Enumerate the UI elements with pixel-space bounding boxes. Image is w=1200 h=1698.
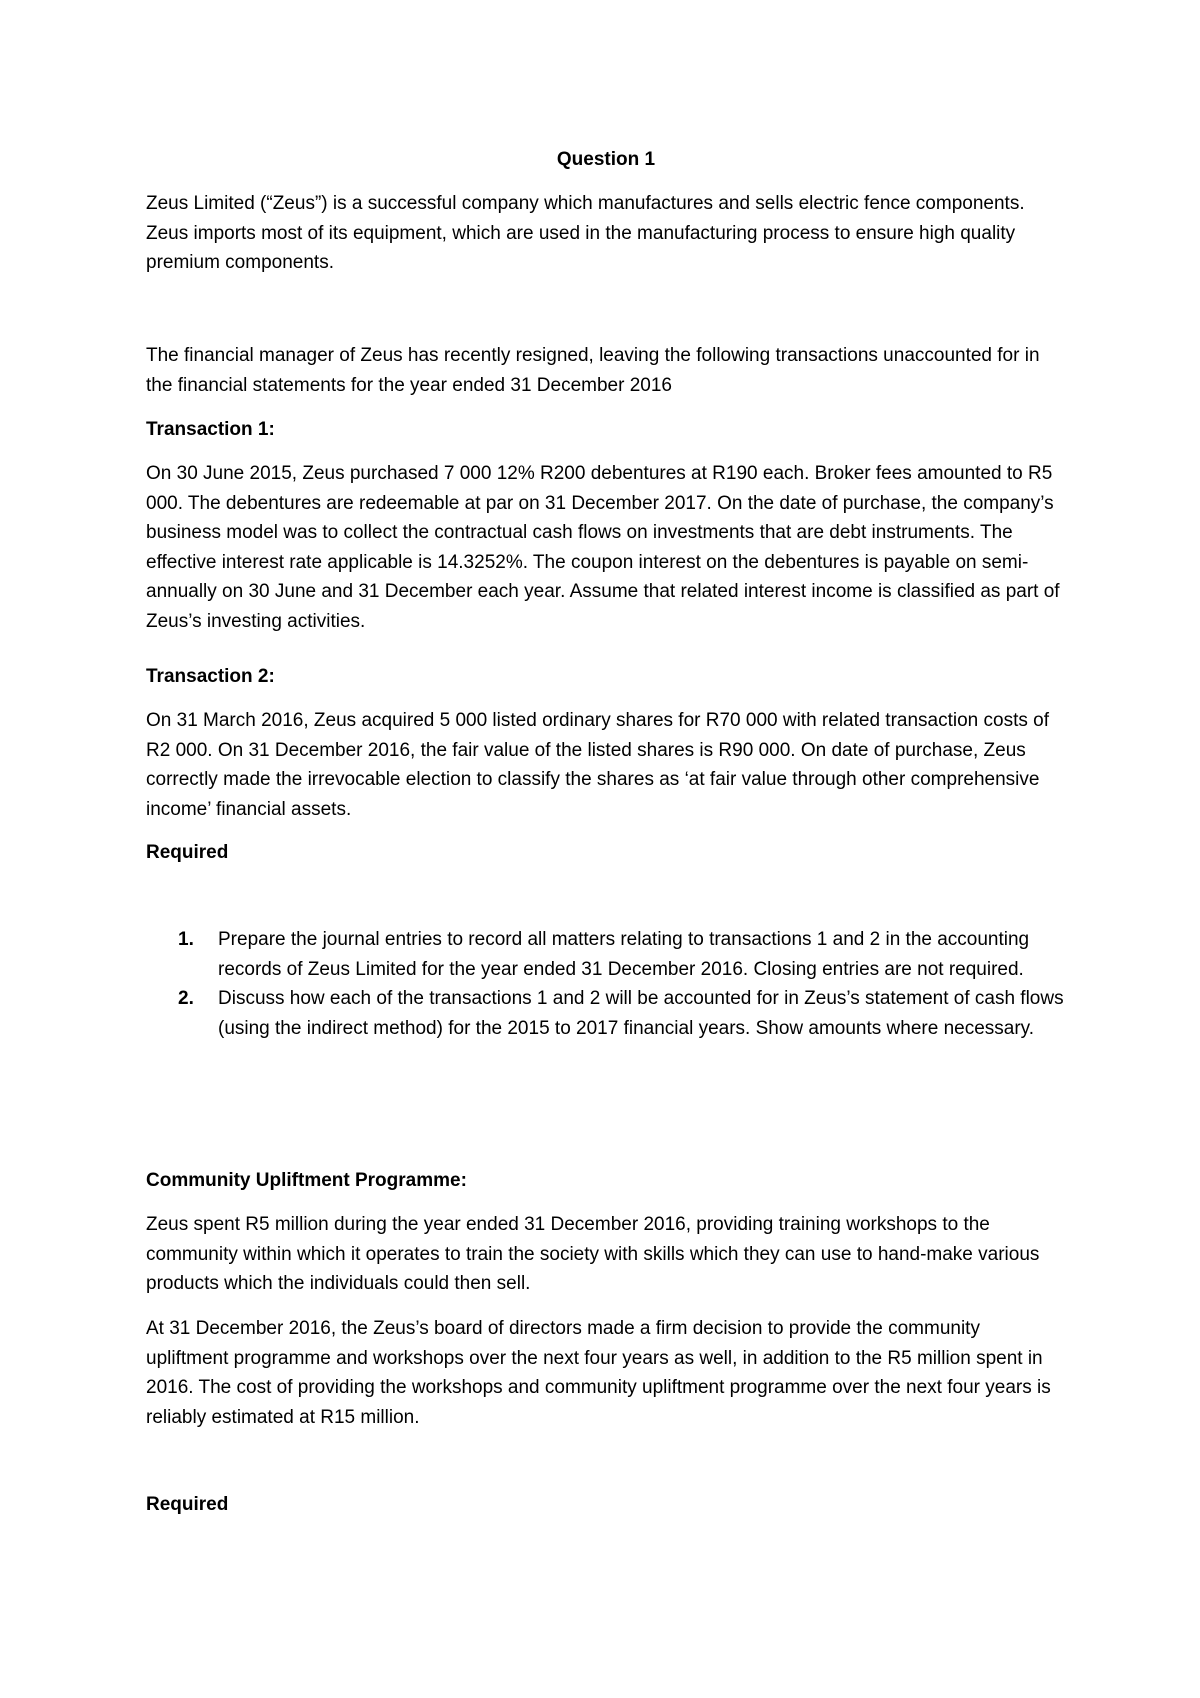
transaction-2-heading: Transaction 2: — [146, 666, 275, 687]
transaction-1-heading: Transaction 1: — [146, 419, 275, 440]
transaction-1-paragraph: On 30 June 2015, Zeus purchased 7 000 12% R200 debentures at R190 each. Broker fees amounted to R5 000. The debentures are redeemable at par on 31 December 2017. On the date of purchase, the company’s business model was to collect the contractual cash flows on investments that are debt instruments. The effective interest rate applicable is 14.3252%. The coupon interest on the debentures is payable on semi-annually on 30 June and 31 December each year. Assume that related interest income is classified as part of Zeus’s investing activities. — [146, 463, 1060, 632]
required-heading-2: Required — [146, 1494, 229, 1515]
question-title: Question 1 — [556, 149, 656, 170]
required-item-1-number: 1. — [178, 929, 194, 950]
required-item-2-text: Discuss how each of the transactions 1 and 2 will be accounted for in Zeus’s statement of cash flows (using the indirect method) for the 2015 to 2017 financial years. Show amounts where necessary. — [218, 988, 1064, 1039]
community-heading: Community Upliftment Programme: — [146, 1170, 467, 1191]
required-item-1 — [146, 925, 1066, 984]
community-paragraph-2: At 31 December 2016, the Zeus’s board of directors made a firm decision to provide the community upliftment programme and workshops over the next four years as well, in addition to the R5 million spent in 2016. The cost of providing the workshops and community upliftment programme over the next four years is reliably estimated at R15 million. — [146, 1318, 1051, 1428]
required-item-2-number: 2. — [178, 988, 194, 1009]
required-item-2 — [146, 984, 1066, 1043]
required-item-1-text: Prepare the journal entries to record all matters relating to transactions 1 and 2 in the accounting records of Zeus Limited for the year ended 31 December 2016. Closing entries are not required. — [218, 929, 1030, 980]
transaction-2-paragraph: On 31 March 2016, Zeus acquired 5 000 listed ordinary shares for R70 000 with related transaction costs of R2 000. On 31 December 2016, the fair value of the listed shares is R90 000. On date of purchase, Zeus correctly made the irrevocable election to classify the shares as ‘at fair value through other comprehensive income’ financial assets. — [146, 710, 1049, 820]
required-list — [146, 925, 1066, 1043]
community-paragraph-1: Zeus spent R5 million during the year ended 31 December 2016, providing training workshops to the community within which it operates to train the society with skills which they can use to hand-make various products which the individuals could then sell. — [146, 1214, 1040, 1294]
context-paragraph: The financial manager of Zeus has recently resigned, leaving the following transactions unaccounted for in the financial statements for the year ended 31 December 2016 — [146, 345, 1040, 396]
intro-paragraph: Zeus Limited (“Zeus”) is a successful company which manufactures and sells electric fence components. Zeus imports most of its equipment, which are used in the manufacturing process to ensure high quality premium components. — [146, 193, 1025, 273]
required-heading: Required — [146, 842, 229, 863]
